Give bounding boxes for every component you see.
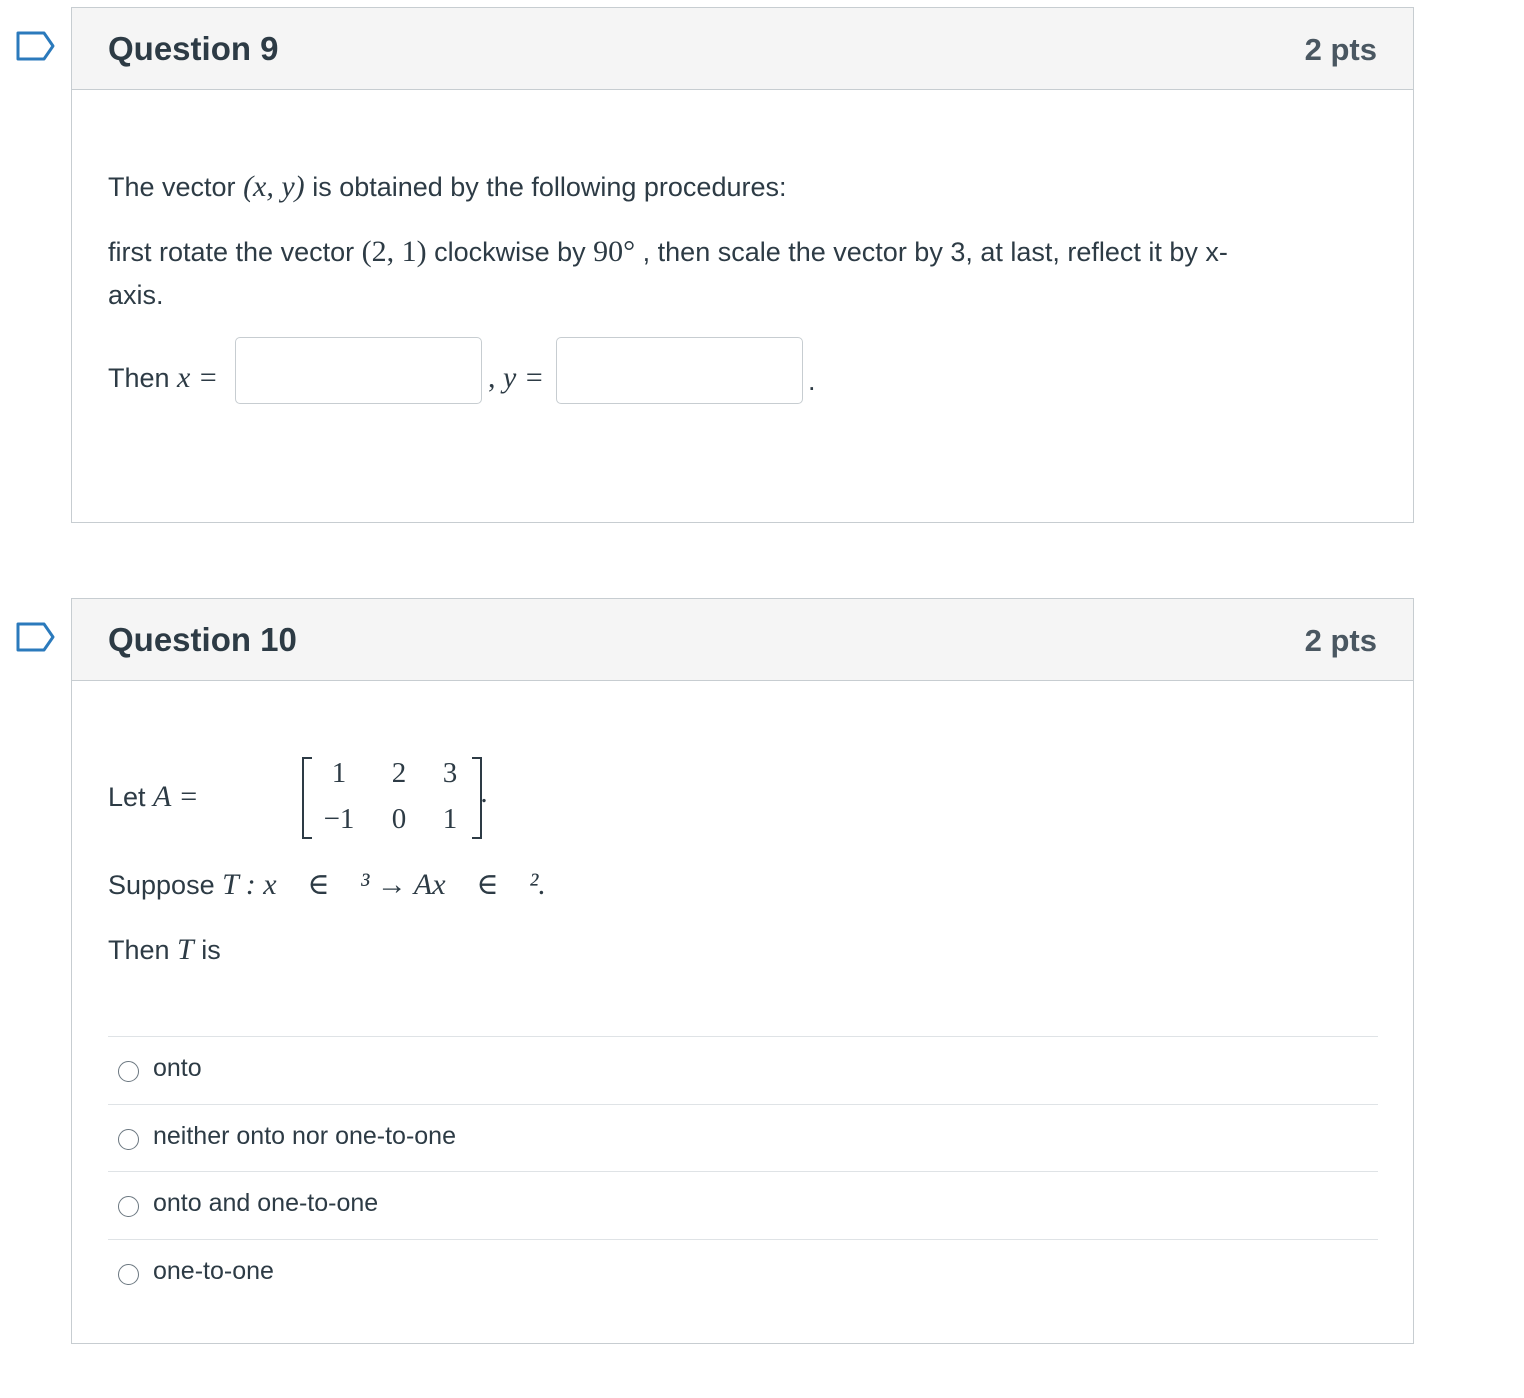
answer-label: neither onto nor one-to-one <box>153 1122 456 1150</box>
q9-line-3: axis. <box>108 280 164 310</box>
q9-angle: 90° <box>593 235 636 268</box>
q10-then-text: Then <box>108 935 178 965</box>
matrix-cell: 1 <box>442 803 458 835</box>
question-10-header <box>72 599 1413 681</box>
question-10 <box>71 598 1414 1344</box>
q9-vector-2-1: (2, 1) <box>361 235 427 268</box>
answer-label: onto <box>153 1054 202 1082</box>
q9-line-2 <box>108 230 1228 274</box>
answer-option-neither[interactable] <box>108 1104 1378 1172</box>
q10-let-line <box>108 775 199 819</box>
q9-line-1 <box>108 165 786 209</box>
matrix-cell: 0 <box>391 803 407 835</box>
q9-line-1-text: The vector <box>108 172 244 202</box>
q9-then-label <box>108 356 218 400</box>
question-9-header <box>72 8 1413 90</box>
answer-y-input[interactable] <box>556 337 803 404</box>
matrix-cell: 2 <box>391 757 407 789</box>
q9-y-equals: y = <box>503 361 545 394</box>
q10-then-line <box>108 928 221 972</box>
answer-label: one-to-one <box>153 1257 274 1285</box>
answer-option-onto-and-one-to-one[interactable] <box>108 1171 1378 1239</box>
q9-line-2-text-a: first rotate the vector <box>108 237 362 267</box>
q9-line-2-text-b: clockwise by <box>426 237 594 267</box>
question-10-points: 2 pts <box>1304 623 1377 658</box>
flag-question-9-icon[interactable] <box>16 31 56 61</box>
answer-label: onto and one-to-one <box>153 1189 379 1217</box>
q9-line-1-text-end: is obtained by the following procedures: <box>304 172 787 202</box>
q9-then-text: Then <box>108 363 178 393</box>
answer-option-one-to-one[interactable] <box>108 1239 1378 1307</box>
q10-suppose-text: Suppose <box>108 870 223 900</box>
radio-button[interactable] <box>118 1264 139 1285</box>
q10-transformation: T : x⃗ ∈ ℝ³ → Ax⃗ ∈ ℝ². <box>222 868 546 901</box>
answer-option-onto[interactable] <box>108 1036 1378 1104</box>
flag-question-10-icon[interactable] <box>16 622 56 652</box>
q9-vector-xy: (x, y) <box>243 170 305 203</box>
question-9-points: 2 pts <box>1304 32 1377 67</box>
radio-button[interactable] <box>118 1129 139 1150</box>
q9-comma: , <box>488 361 503 394</box>
matrix-a <box>302 757 494 839</box>
matrix-cell: −1 <box>323 803 355 835</box>
question-10-title: Question 10 <box>108 621 297 658</box>
q10-suppose-line <box>108 863 546 907</box>
matrix-period: . <box>480 777 488 809</box>
matrix-left-bracket <box>302 757 312 839</box>
q10-is-text: is <box>193 935 221 965</box>
q9-x-equals: x = <box>177 361 219 394</box>
question-9 <box>71 7 1414 523</box>
q9-y-label <box>488 356 544 400</box>
radio-button[interactable] <box>118 1061 139 1082</box>
matrix-cell: 1 <box>331 757 347 789</box>
answer-x-input[interactable] <box>235 337 482 404</box>
q9-period: . <box>808 366 816 396</box>
q10-t: T <box>177 933 194 966</box>
q10-a-equals: A = <box>153 780 199 813</box>
radio-button[interactable] <box>118 1196 139 1217</box>
q9-line-2-text-c: , then scale the vector by 3, at last, reflect it by x- <box>635 237 1228 267</box>
matrix-cell: 3 <box>442 757 458 789</box>
q10-let-text: Let <box>108 782 154 812</box>
question-9-title: Question 9 <box>108 30 279 67</box>
